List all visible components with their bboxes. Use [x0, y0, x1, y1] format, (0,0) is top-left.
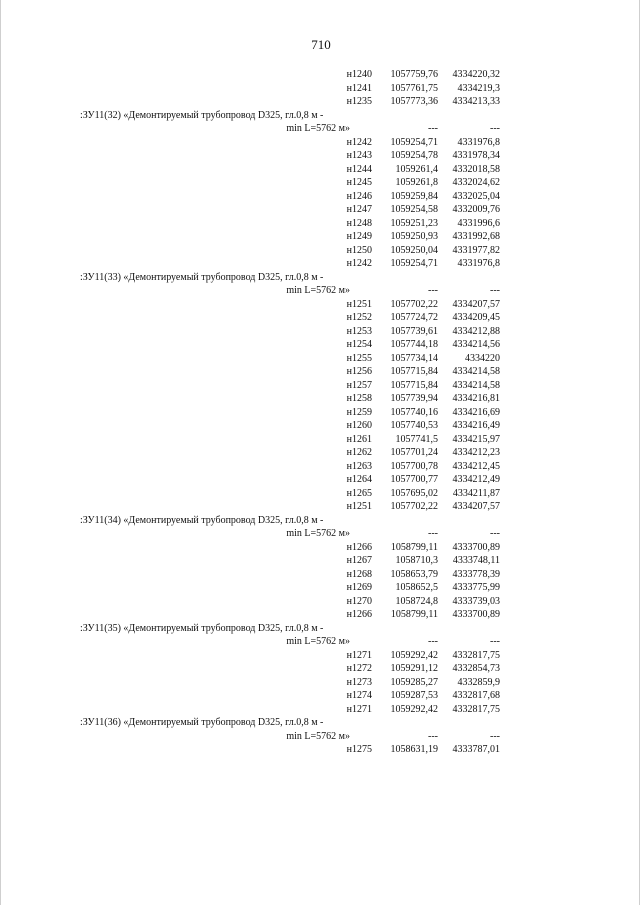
coordinate-row	[80, 392, 500, 406]
coordinate-row	[80, 689, 500, 703]
coordinate-row	[80, 473, 500, 487]
x-coordinate: 1057715,84	[390, 379, 438, 391]
x-coordinate: 1058724,8	[395, 595, 438, 607]
y-coordinate: 4334212,45	[452, 460, 500, 472]
y-coordinate: 4334209,45	[452, 312, 500, 323]
dash-x: ---	[428, 636, 438, 647]
coordinate-row	[80, 500, 500, 514]
page-number: 710	[311, 37, 331, 52]
point-id: н1256	[346, 366, 372, 377]
dash-y: ---	[490, 285, 500, 296]
x-coordinate: 1057773,36	[390, 96, 438, 107]
coordinate-row	[80, 406, 500, 420]
coordinate-row	[80, 541, 500, 555]
coordinate-row	[80, 595, 500, 609]
y-coordinate: 4334215,97	[452, 433, 500, 445]
coordinate-row	[80, 338, 500, 352]
x-coordinate: 1058710,3	[395, 555, 438, 566]
x-coordinate: 1057740,16	[390, 406, 438, 418]
y-coordinate: 4331978,34	[452, 150, 500, 161]
y-coordinate: 4334212,49	[452, 474, 500, 485]
y-coordinate: 4333787,01	[452, 744, 500, 755]
x-coordinate: 1059287,53	[390, 690, 438, 701]
dash-y: ---	[490, 123, 500, 134]
dash-y: ---	[490, 528, 500, 539]
point-id: н1251	[346, 298, 372, 310]
point-id: н1252	[346, 312, 372, 323]
point-id: н1272	[346, 663, 372, 674]
point-id: н1269	[346, 582, 372, 593]
section-title: :ЗУ11(35) «Демонтируемый трубопровод D325, гл.0,8 м -	[80, 622, 324, 634]
coordinate-row	[80, 743, 500, 757]
x-coordinate: 1057740,53	[390, 420, 438, 431]
y-coordinate: 4334219,3	[457, 82, 500, 94]
x-coordinate: 1057715,84	[390, 366, 438, 377]
point-id: н1263	[346, 460, 372, 472]
y-coordinate: 4334207,57	[452, 501, 500, 512]
y-coordinate: 4334216,49	[452, 420, 500, 431]
x-coordinate: 1059254,78	[390, 150, 438, 161]
y-coordinate: 4332009,76	[452, 204, 500, 215]
coordinate-row	[80, 325, 500, 339]
point-id: н1250	[346, 244, 372, 256]
coordinate-row	[80, 365, 500, 379]
x-coordinate: 1057744,18	[390, 339, 438, 350]
section-subtitle-row	[80, 527, 500, 541]
point-id: н1254	[346, 339, 372, 350]
point-id: н1240	[346, 69, 372, 80]
dash-y: ---	[490, 636, 500, 647]
x-coordinate: 1059261,8	[395, 177, 438, 188]
section-subtitle: min L=5762 м»	[286, 123, 350, 134]
coordinate-row	[80, 68, 500, 82]
coordinate-row	[80, 190, 500, 204]
point-id: н1271	[346, 703, 372, 715]
point-id: н1241	[346, 82, 372, 94]
coordinate-row	[80, 163, 500, 177]
x-coordinate: 1057759,76	[390, 69, 438, 80]
point-id: н1246	[346, 190, 372, 202]
section-subtitle-row	[80, 122, 500, 136]
coordinate-row	[80, 608, 500, 622]
point-id: н1262	[346, 447, 372, 458]
y-coordinate: 4333748,11	[452, 555, 500, 566]
y-coordinate: 4332817,68	[452, 690, 500, 701]
x-coordinate: 1057695,02	[390, 487, 438, 499]
x-coordinate: 1057739,94	[390, 393, 438, 404]
point-id: н1242	[346, 136, 372, 148]
y-coordinate: 4334211,87	[452, 487, 500, 499]
point-id: н1274	[346, 690, 372, 701]
coordinate-row	[80, 419, 500, 433]
y-coordinate: 4334216,81	[452, 393, 500, 404]
coordinate-row	[80, 244, 500, 258]
section-subtitle-row	[80, 284, 500, 298]
dash-x: ---	[428, 123, 438, 134]
point-id: н1267	[346, 555, 372, 566]
y-coordinate: 4331977,82	[452, 244, 500, 256]
y-coordinate: 4334207,57	[452, 298, 500, 310]
coordinate-row	[80, 568, 500, 582]
x-coordinate: 1057739,61	[390, 325, 438, 337]
y-coordinate: 4334220	[465, 352, 500, 364]
coordinate-row	[80, 217, 500, 231]
point-id: н1268	[346, 568, 372, 580]
point-id: н1259	[346, 406, 372, 418]
point-id: н1258	[346, 393, 372, 404]
point-id: н1265	[346, 487, 372, 499]
coordinate-row	[80, 581, 500, 595]
dash-x: ---	[428, 528, 438, 539]
x-coordinate: 1057702,22	[390, 298, 438, 310]
point-id: н1275	[346, 744, 372, 755]
x-coordinate: 1057702,22	[390, 501, 438, 512]
y-coordinate: 4334214,58	[452, 379, 500, 391]
x-coordinate: 1058799,11	[390, 541, 438, 553]
coordinate-row	[80, 554, 500, 568]
x-coordinate: 1059292,42	[390, 649, 438, 661]
coordinate-row	[80, 230, 500, 244]
section-title: :ЗУ11(32) «Демонтируемый трубопровод D325, гл.0,8 м -	[80, 109, 324, 121]
x-coordinate: 1059254,71	[390, 258, 438, 269]
coordinate-row	[80, 662, 500, 676]
point-id: н1253	[346, 325, 372, 337]
y-coordinate: 4333739,03	[452, 595, 500, 607]
x-coordinate: 1059251,23	[390, 217, 438, 229]
y-coordinate: 4334212,23	[452, 447, 500, 458]
section-subtitle: min L=5762 м»	[286, 730, 350, 742]
x-coordinate: 1059292,42	[390, 703, 438, 715]
x-coordinate: 1059250,04	[390, 244, 438, 256]
point-id: н1255	[346, 352, 372, 364]
point-id: н1243	[346, 150, 372, 161]
x-coordinate: 1057734,14	[390, 352, 438, 364]
section-title: :ЗУ11(33) «Демонтируемый трубопровод D325, гл.0,8 м -	[80, 271, 324, 283]
point-id: н1251	[346, 501, 372, 512]
point-id: н1266	[346, 541, 372, 553]
x-coordinate: 1059291,12	[390, 663, 438, 674]
y-coordinate: 4334216,69	[452, 406, 500, 418]
point-id: н1270	[346, 595, 372, 607]
point-id: н1260	[346, 420, 372, 431]
x-coordinate: 1057701,24	[390, 447, 438, 458]
x-coordinate: 1059285,27	[390, 676, 438, 688]
y-coordinate: 4331992,68	[452, 231, 500, 242]
y-coordinate: 4334214,56	[452, 339, 500, 350]
section-subtitle-row	[80, 730, 500, 744]
coordinate-row	[80, 676, 500, 690]
point-id: н1247	[346, 204, 372, 215]
dash-y: ---	[490, 730, 500, 742]
section-title: :ЗУ11(36) «Демонтируемый трубопровод D325, гл.0,8 м -	[80, 717, 324, 728]
point-id: н1273	[346, 676, 372, 688]
y-coordinate: 4332817,75	[452, 703, 500, 715]
coordinates-list	[80, 68, 500, 757]
point-id: н1266	[346, 609, 372, 620]
coordinate-row	[80, 82, 500, 96]
x-coordinate: 1058652,5	[395, 582, 438, 593]
x-coordinate: 1059261,4	[395, 163, 438, 175]
x-coordinate: 1058631,19	[390, 744, 438, 755]
dash-x: ---	[428, 730, 438, 742]
point-id: н1271	[346, 649, 372, 661]
y-coordinate: 4333700,89	[452, 609, 500, 620]
y-coordinate: 4332018,58	[452, 163, 500, 175]
coordinate-row	[80, 203, 500, 217]
dash-x: ---	[428, 285, 438, 296]
y-coordinate: 4334212,88	[452, 325, 500, 337]
y-coordinate: 4332854,73	[452, 663, 500, 674]
point-id: н1261	[346, 433, 372, 445]
y-coordinate: 4334220,32	[452, 69, 500, 80]
x-coordinate: 1057761,75	[390, 82, 438, 94]
coordinate-row	[80, 176, 500, 190]
x-coordinate: 1057724,72	[390, 312, 438, 323]
coordinate-row	[80, 257, 500, 271]
point-id: н1249	[346, 231, 372, 242]
coordinate-row	[80, 460, 500, 474]
y-coordinate: 4334213,33	[452, 96, 500, 107]
x-coordinate: 1059250,93	[390, 231, 438, 242]
coordinate-row	[80, 433, 500, 447]
coordinate-row	[80, 311, 500, 325]
x-coordinate: 1057741,5	[395, 433, 438, 445]
y-coordinate: 4332859,9	[457, 676, 500, 688]
y-coordinate: 4332817,75	[452, 649, 500, 661]
x-coordinate: 1058799,11	[390, 609, 438, 620]
point-id: н1235	[346, 96, 372, 107]
coordinate-row	[80, 298, 500, 312]
coordinate-row	[80, 352, 500, 366]
x-coordinate: 1059254,71	[390, 136, 438, 148]
point-id: н1245	[346, 177, 372, 188]
y-coordinate: 4332025,04	[452, 190, 500, 202]
x-coordinate: 1058653,79	[390, 568, 438, 580]
y-coordinate: 4331976,8	[457, 258, 500, 269]
coordinate-row	[80, 649, 500, 663]
point-id: н1257	[346, 379, 372, 391]
y-coordinate: 4334214,58	[452, 366, 500, 377]
point-id: н1248	[346, 217, 372, 229]
x-coordinate: 1057700,77	[390, 474, 438, 485]
y-coordinate: 4333775,99	[452, 582, 500, 593]
coordinate-row	[80, 487, 500, 501]
point-id: н1244	[346, 163, 372, 175]
coordinate-row	[80, 95, 500, 109]
x-coordinate: 1057700,78	[390, 460, 438, 472]
section-subtitle: min L=5762 м»	[286, 636, 350, 647]
section-subtitle: min L=5762 м»	[286, 528, 350, 539]
x-coordinate: 1059259,84	[390, 190, 438, 202]
x-coordinate: 1059254,58	[390, 204, 438, 215]
y-coordinate: 4333700,89	[452, 541, 500, 553]
coordinate-row	[80, 446, 500, 460]
y-coordinate: 4331976,8	[457, 136, 500, 148]
coordinate-row	[80, 379, 500, 393]
point-id: н1264	[346, 474, 372, 485]
y-coordinate: 4332024,62	[452, 177, 500, 188]
y-coordinate: 4331996,6	[457, 217, 500, 229]
point-id: н1242	[346, 258, 372, 269]
coordinate-row	[80, 149, 500, 163]
coordinate-row	[80, 703, 500, 717]
section-title: :ЗУ11(34) «Демонтируемый трубопровод D325, гл.0,8 м -	[80, 514, 324, 526]
coordinate-row	[80, 136, 500, 150]
section-subtitle: min L=5762 м»	[286, 285, 350, 296]
y-coordinate: 4333778,39	[452, 568, 500, 580]
section-subtitle-row	[80, 635, 500, 649]
